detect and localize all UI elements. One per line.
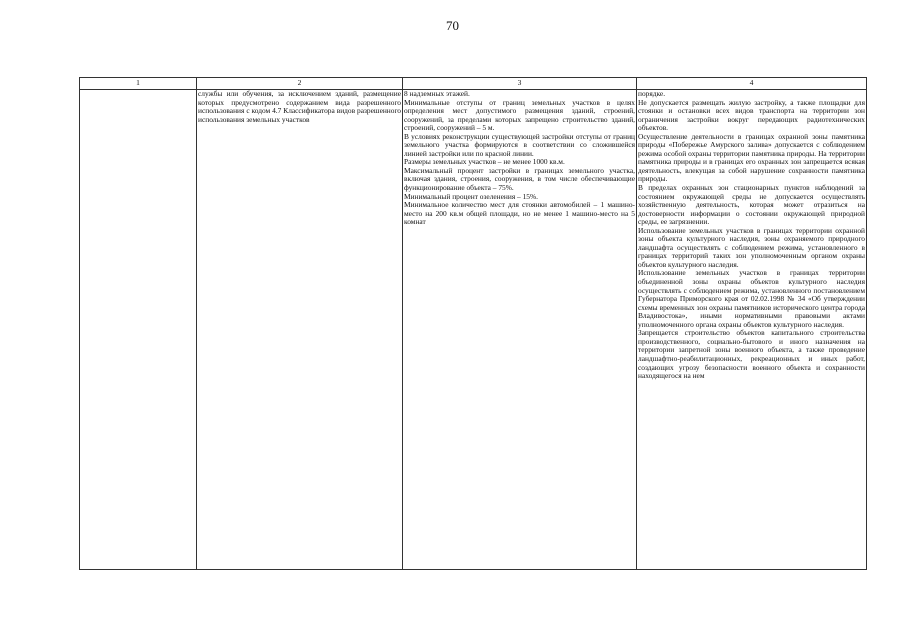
col4-paragraph: Использование земельных участков в границах территории объединенной зоны охраны объектов культурного наследия осуществлять с соблюдением режима, установленного постановлением Губернатора Приморского края от 02.02.1998 № 34 «Об утверждении схемы временных зон охраны памятников исторического центра города Владивостока», иными нормативными правовыми актами уполномоченного органа охраны объектов культурного наследия. [638, 268, 865, 329]
col3-paragraph: Максимальный процент застройки в границах земельного участка, включая здания, строения, сооружения, в том числе обеспечивающие функционирование объекта – 75%. [404, 165, 635, 193]
column-header-1: 1 [80, 78, 197, 90]
table-header-row [80, 78, 867, 90]
column-header-3: 3 [403, 78, 637, 90]
col2-text: службы или обучения, за исключением зданий, размещение которых предусмотрено содержанием вида разрешенного использования с кодом 4.7 Классификатора видов разрешенного использования земельных участков [198, 89, 401, 124]
col3-paragraph: Размеры земельных участков – не менее 1000 кв.м. [404, 157, 565, 167]
col4-paragraph: В пределах охранных зон стационарных пунктов наблюдений за состоянием окружающей среды не допускается осуществлять хозяйственную деятельность, которая может отразиться на достоверности информации о состоянии окружающей природной среды, ее загрязнении. [638, 183, 865, 227]
col3-paragraph: Минимальный процент озеленения – 15%. [404, 191, 538, 201]
col3-paragraph: 8 надземных этажей. [404, 89, 470, 98]
col4-paragraph: Осуществление деятельности в границах охранной зоны памятника природы «Побережье Амурского залива» допускается с соблюдением режима особой охраны территории памятника природы. На территории памятника природы и в границах его охранных зон запрещается всякая деятельность, влекущая за собой нарушение сохранности памятника природы. [638, 131, 865, 184]
column-header-4: 4 [637, 78, 867, 90]
column-header-2: 2 [197, 78, 403, 90]
cell-col3 [403, 90, 637, 570]
cell-col4 [637, 90, 867, 570]
page-number: 70 [446, 18, 459, 33]
col4-paragraph: Не допускается размещать жилую застройку, а также площадки для стоянки и остановки всех видов транспорта на территории зон ограничения застройки вокруг передающих радиотехнических объектов. [638, 97, 865, 133]
table-row [80, 90, 867, 570]
col4-paragraph: Использование земельных участков в границах территории охранной зоны объекта культурного наследия, зоны охраняемого природного ландшафта осуществлять с соблюдением режима, установленного в границах территорий таких зон уполномоченным органом охраны объектов культурного наследия. [638, 225, 865, 269]
regulations-table [79, 77, 867, 570]
cell-col2 [197, 90, 403, 570]
col3-paragraph: Минимальные отступы от границ земельных участков в целях определения мест допустимого размещения зданий, строений, сооружений, за пределами которых запрещено строительство зданий, строений, сооружений – 5 м. [404, 97, 635, 133]
col3-paragraph: Минимальное количество мест для стоянки автомобилей – 1 машино-место на 200 кв.м общей площади, но не менее 1 машино-место на 5 комнат [404, 200, 635, 227]
col4-paragraph: порядке. [638, 89, 666, 98]
col4-paragraph: Запрещается строительство объектов капитального строительства производственного, социально-бытового и иного назначения на территории запретной зоны военного объекта, а также проведение ландшафтно-реабилитационных, рекреационных и иных работ, создающих угрозу безопасности военного объекта и сохранности находящегося на нем [638, 328, 865, 381]
col3-paragraph: В условиях реконструкции существующей застройки отступы от границ земельного участка формируются в соответствии со сложившейся линией застройки или по красной линии. [404, 131, 635, 158]
cell-col1 [80, 90, 197, 570]
